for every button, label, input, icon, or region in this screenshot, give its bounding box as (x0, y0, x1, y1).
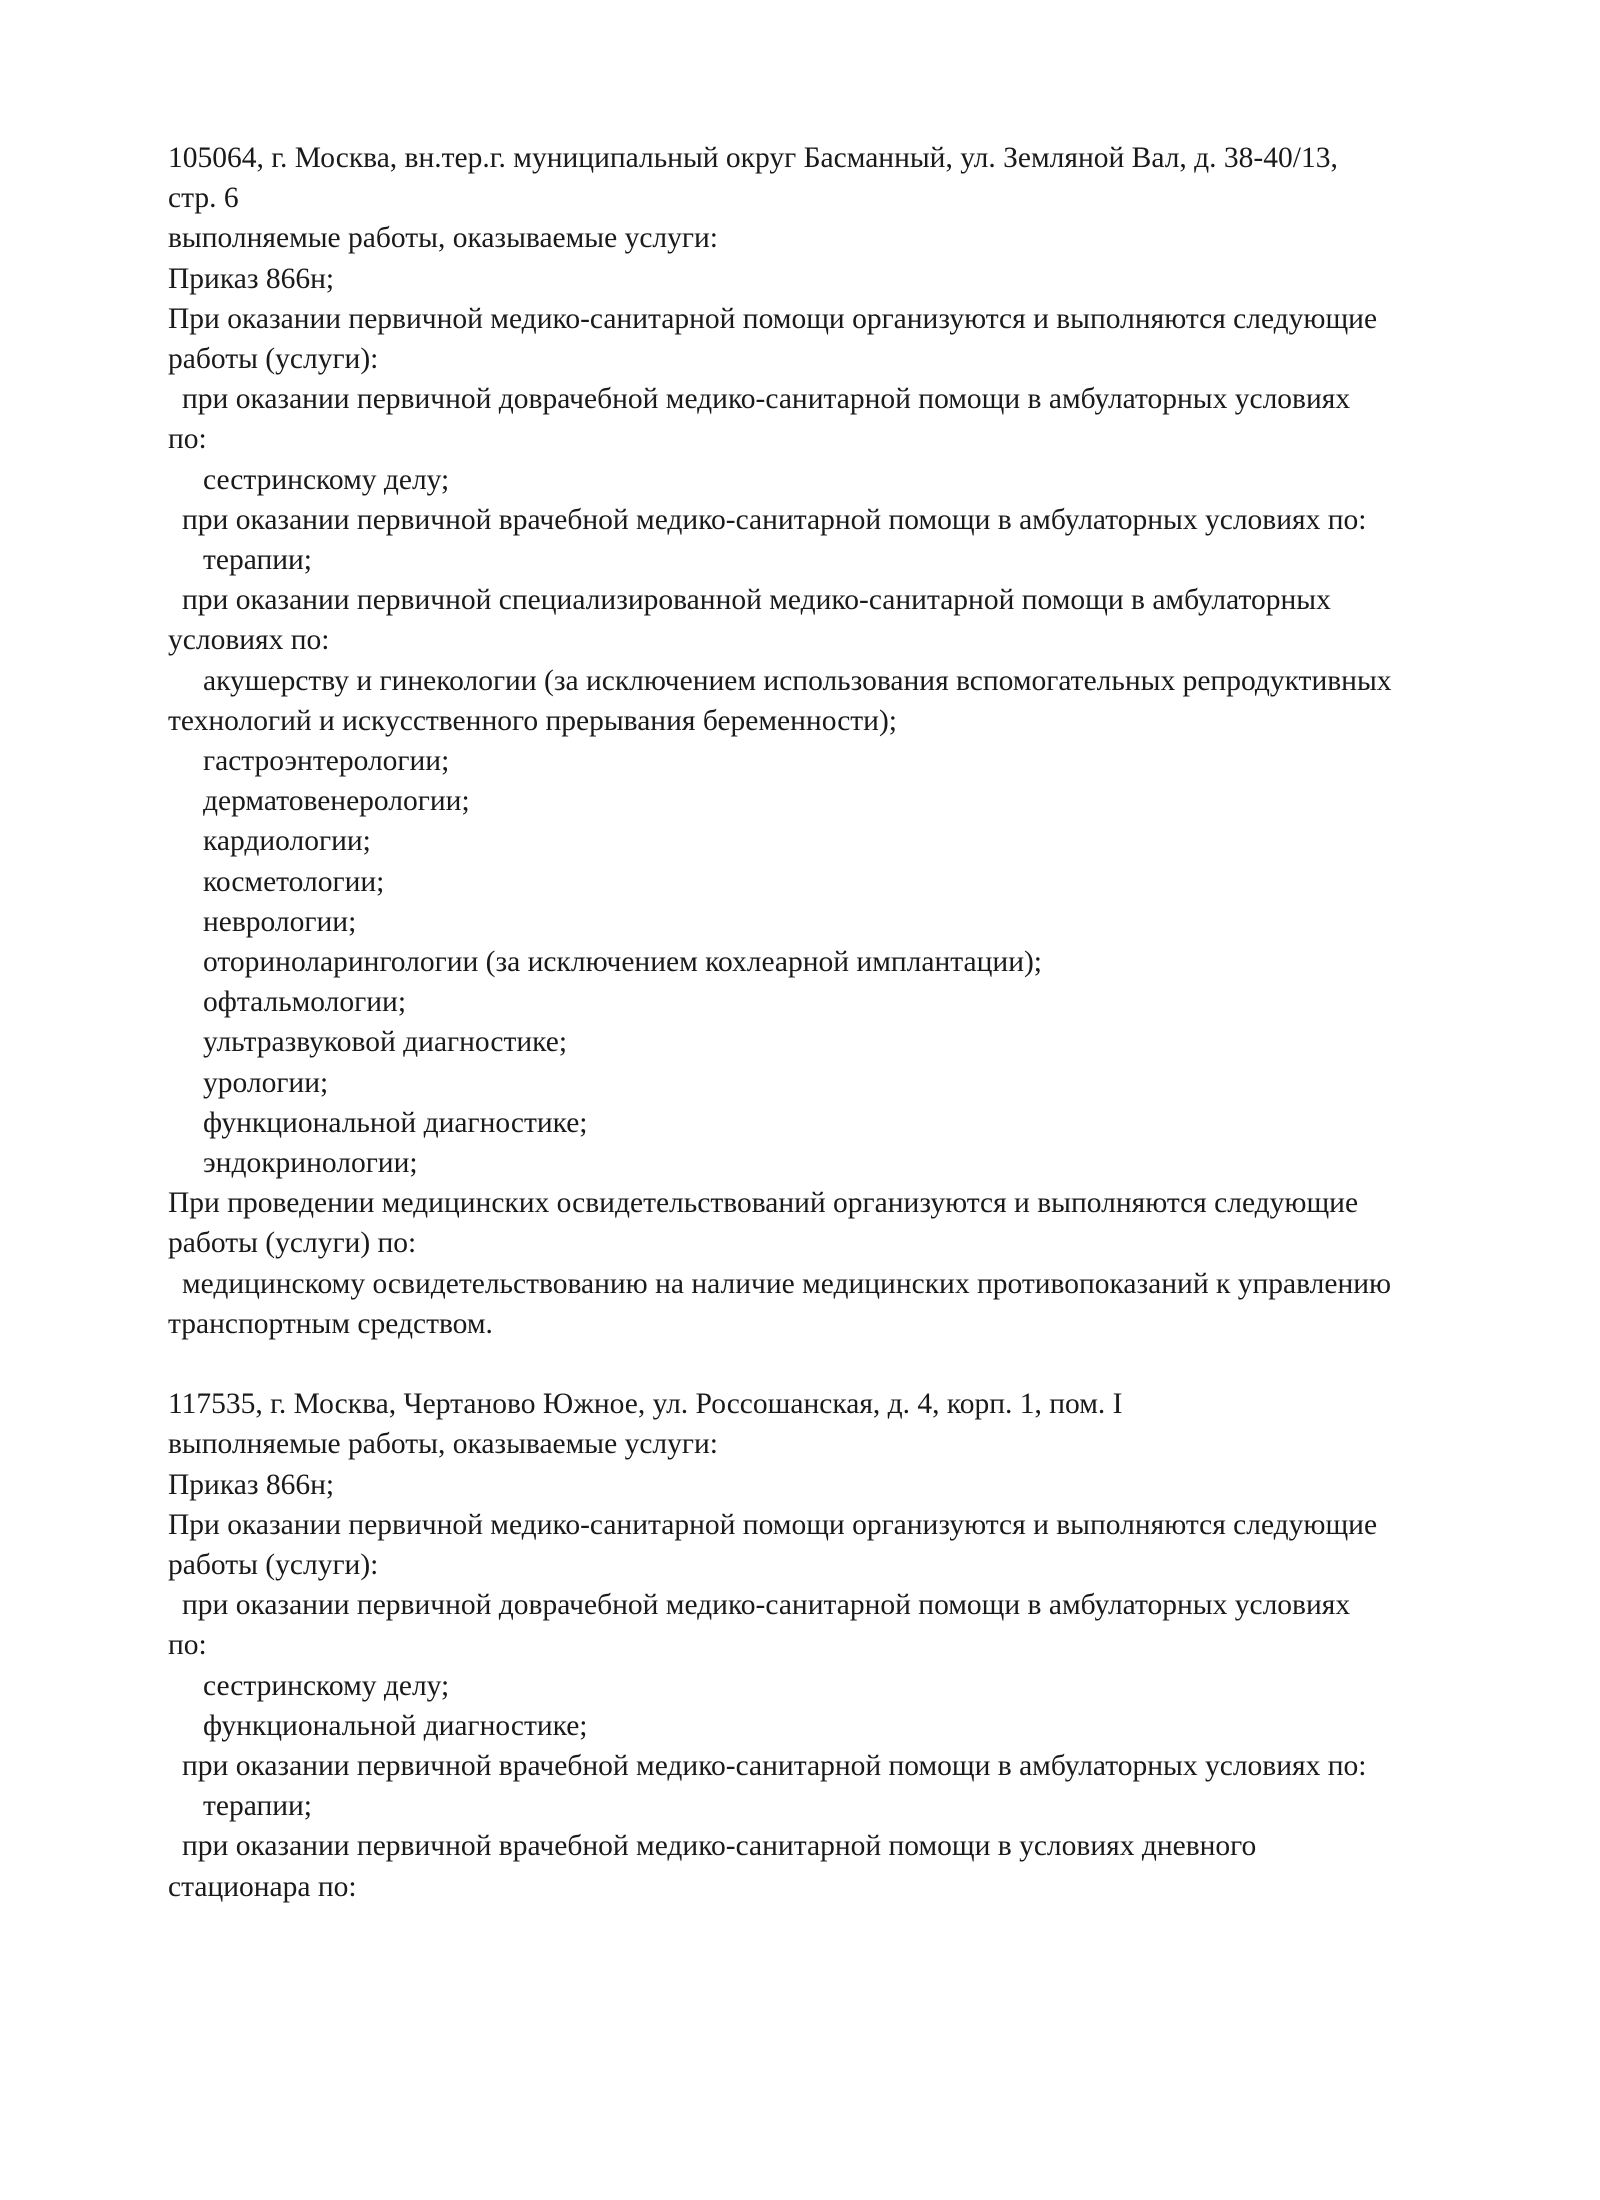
text-line: работы (услуги) по: (168, 1227, 417, 1260)
text-line: транспортным средством. (168, 1307, 493, 1340)
text-line: медицинскому освидетельствованию на наличие медицинских противопоказаний к управлению (182, 1267, 1392, 1300)
text-line: При проведении медицинских освидетельствований организуются и выполняются следующие (168, 1187, 1359, 1220)
text-line: акушерству и гинекологии (за исключением использования вспомогательных репродуктивных (203, 664, 1392, 697)
text-line: выполняемые работы, оказываемые услуги: (168, 1428, 718, 1461)
text-line: сестринскому делу; (203, 1669, 450, 1702)
address-section (168, 138, 1568, 1344)
text-line: выполняемые работы, оказываемые услуги: (168, 222, 718, 255)
text-line: функциональной диагностике; (203, 1106, 588, 1139)
section-gap (168, 1344, 1568, 1384)
text-line: при оказании первичной доврачебной медико-санитарной помощи в амбулаторных условиях (182, 383, 1351, 416)
text-line: работы (услуги): (168, 343, 379, 376)
text-line: урологии; (203, 1066, 329, 1099)
text-line: сестринскому делу; (203, 463, 450, 496)
text-line: функциональной диагностике; (203, 1709, 588, 1742)
text-line: технологий и искусственного прерывания беременности); (168, 704, 897, 737)
text-line: неврологии; (203, 905, 357, 938)
section-address-line: 105064, г. Москва, вн.тер.г. муниципальный округ Басманный, ул. Земляной Вал, д. 38-40/13, (168, 142, 1338, 174)
text-line: при оказании первичной доврачебной медико-санитарной помощи в амбулаторных условиях (182, 1589, 1351, 1622)
text-line: при оказании первичной врачебной медико-санитарной помощи в амбулаторных условиях по: (182, 1749, 1367, 1782)
text-line: условиях по: (168, 624, 330, 657)
text-line: При оказании первичной медико-санитарной помощи организуются и выполняются следующие (168, 1508, 1378, 1541)
address-section (168, 1384, 1568, 1907)
text-line: терапии; (203, 544, 312, 577)
text-line: косметологии; (203, 865, 385, 898)
text-line: эндокринологии; (203, 1147, 418, 1180)
text-line: терапии; (203, 1790, 312, 1823)
document-page (168, 138, 1568, 1907)
text-line: ультразвуковой диагностике; (203, 1026, 568, 1059)
text-line: стр. 6 (168, 182, 239, 215)
text-line: офтальмологии; (203, 986, 407, 1019)
text-line: при оказании первичной врачебной медико-санитарной помощи в амбулаторных условиях по: (182, 503, 1367, 536)
text-line: работы (услуги): (168, 1548, 379, 1581)
text-line: по: (168, 1629, 207, 1662)
text-line: по: (168, 423, 207, 456)
text-line: при оказании первичной врачебной медико-санитарной помощи в условиях дневного (182, 1830, 1257, 1863)
text-line: стационара по: (168, 1870, 357, 1903)
text-line: дерматовенерологии; (203, 785, 470, 818)
text-line: гастроэнтерологии; (203, 745, 450, 778)
text-line: оториноларингологии (за исключением кохлеарной имплантации); (203, 946, 1043, 979)
text-line: Приказ 866н; (168, 262, 335, 295)
text-line: при оказании первичной специализированной медико-санитарной помощи в амбулаторных (182, 584, 1331, 617)
text-line: При оказании первичной медико-санитарной помощи организуются и выполняются следующие (168, 302, 1378, 335)
section-address-line: 117535, г. Москва, Чертаново Южное, ул. Россошанская, д. 4, корп. 1, пом. I (168, 1388, 1123, 1421)
text-line: Приказ 866н; (168, 1468, 335, 1501)
text-line: кардиологии; (203, 825, 371, 858)
